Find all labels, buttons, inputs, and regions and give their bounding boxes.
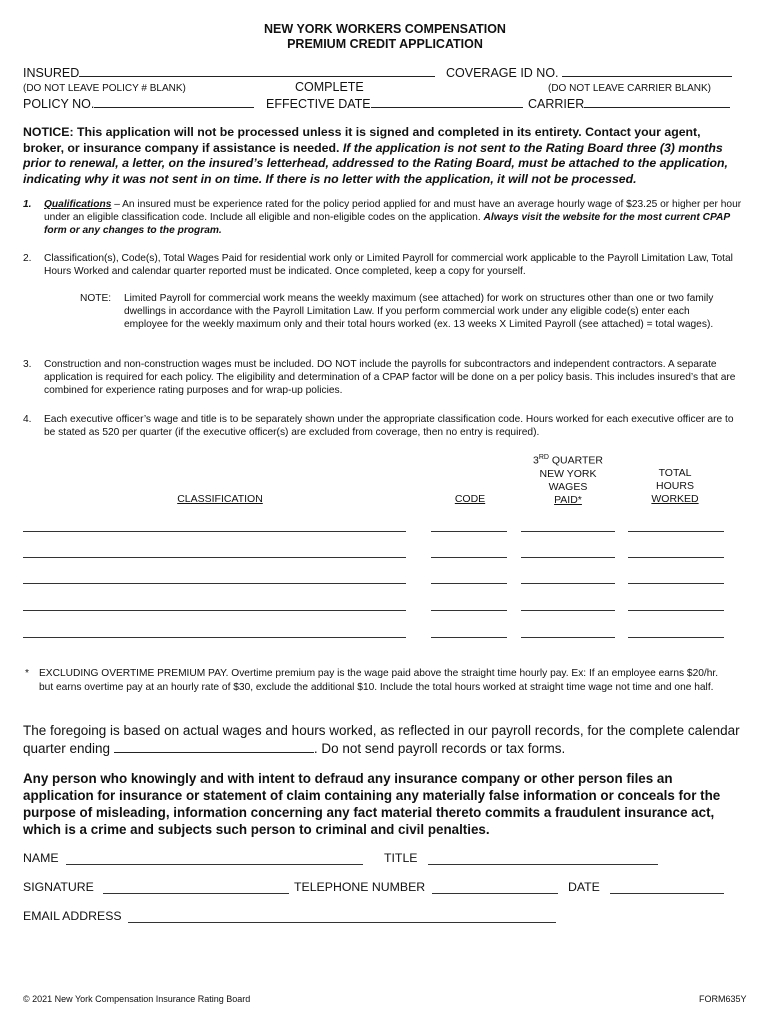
- form-title-line2: PREMIUM CREDIT APPLICATION: [287, 37, 483, 51]
- policy-blank-note: (DO NOT LEAVE POLICY # BLANK): [23, 83, 186, 94]
- date-input-line[interactable]: [610, 893, 724, 894]
- wages-header-num: 3: [532, 454, 539, 467]
- policy-no-label: POLICY NO.: [23, 97, 95, 111]
- item-number: 4.: [23, 414, 32, 425]
- code-input-line[interactable]: [431, 637, 507, 638]
- note-label: NOTE:: [80, 293, 112, 304]
- wages-header-line4: PAID*: [554, 493, 582, 506]
- instruction-item-1: [23, 198, 742, 236]
- policy-no-input-line[interactable]: [94, 96, 254, 108]
- policy-no-field[interactable]: [23, 96, 254, 111]
- item-text: Construction and non-construction wages must be included. DO NOT include the payrolls for subcontractors and independent contractors. A separate application is required for each policy. The eligibility and determination of a CPAP factor will be done on a per policy basis. This includes insured’s that are combined for experience rating purposes and for wrap-up policies.: [44, 359, 736, 396]
- wages-input-line[interactable]: [521, 557, 615, 558]
- instruction-item-2: [23, 252, 735, 282]
- date-label: DATE: [568, 880, 600, 894]
- effective-date-input-line[interactable]: [371, 96, 523, 108]
- footnote-text: EXCLUDING OVERTIME PREMIUM PAY. Overtime premium pay is the wage paid above the straight time hourly pay. Ex: If an employee earns $20/hr. but earns overtime pay at an hourly rate of $30, exclude the additional $10. Include the total hours worked at straight time wage not time and one half.: [39, 668, 719, 693]
- item-number: 1.: [23, 199, 32, 210]
- quarter-ending-input-line[interactable]: [114, 739, 314, 753]
- hours-input-line[interactable]: [628, 610, 724, 611]
- item-number: 3.: [23, 359, 32, 370]
- wages-column-header: [508, 451, 628, 507]
- telephone-input-line[interactable]: [432, 893, 558, 894]
- carrier-field[interactable]: [528, 96, 730, 111]
- item-number: 2.: [23, 253, 32, 264]
- foregoing-text-2: . Do not send payroll records or tax forms.: [313, 741, 566, 756]
- email-label: EMAIL ADDRESS: [23, 909, 122, 923]
- email-input-line[interactable]: [128, 922, 556, 923]
- form-id-footer: FORM635Y: [699, 994, 747, 1004]
- hours-header-line1: TOTAL: [658, 467, 692, 479]
- complete-label: COMPLETE: [295, 80, 364, 94]
- hours-input-line[interactable]: [628, 531, 724, 532]
- qualifications-label: Qualifications: [44, 199, 112, 210]
- effective-date-label: EFFECTIVE DATE: [266, 97, 371, 111]
- hours-column-header: [625, 467, 725, 506]
- instruction-item-3: [23, 358, 735, 400]
- code-input-line[interactable]: [431, 610, 507, 611]
- note-text: Limited Payroll for commercial work means the weekly maximum (see attached) for work on structures other than one or two family dwellings in accordance with the Payroll Limitation Law. If you perform commercial work under any eligible code(s) enter each employee for the weekly maximum only and their total hours worked (ex. 13 weeks X Limited Payroll (see attached) = total wages).: [124, 293, 714, 330]
- wages-input-line[interactable]: [521, 531, 615, 532]
- classification-input-line[interactable]: [23, 610, 406, 611]
- wages-header-line3: WAGES: [548, 480, 588, 493]
- foregoing-text-1: The foregoing is based on actual wages and hours worked, as reflected in our payroll records, for the complete calendar quarter ending: [23, 723, 740, 756]
- item-text: [44, 198, 744, 237]
- name-label: NAME: [23, 851, 59, 865]
- title-label: TITLE: [384, 851, 418, 865]
- code-input-line[interactable]: [431, 583, 507, 584]
- form-title-line1: NEW YORK WORKERS COMPENSATION: [264, 22, 506, 36]
- title-input-line[interactable]: [428, 864, 658, 865]
- hours-header-line2: HOURS: [656, 480, 694, 492]
- footnote-star: *: [25, 668, 29, 679]
- insured-input-line[interactable]: [79, 65, 435, 77]
- classification-input-line[interactable]: [23, 583, 406, 584]
- signature-label: SIGNATURE: [23, 880, 94, 894]
- code-input-line[interactable]: [431, 531, 507, 532]
- telephone-label: TELEPHONE NUMBER: [294, 880, 426, 894]
- notice-text: NOTICE: This application will not be processed unless it is signed and completed in its entirety. Contact your agent, broker, or insurance company if assistance is needed.: [23, 125, 701, 155]
- classification-input-line[interactable]: [23, 557, 406, 558]
- qualifications-text: – An insured must be experience rated for the policy period applied for and must have an average hourly wage of $23.25 or higher per hour under an eligible classification code. Include all eligible and non-eligible codes on the application.: [44, 199, 742, 223]
- classification-input-line[interactable]: [23, 531, 406, 532]
- copyright-footer: © 2021 New York Compensation Insurance Rating Board: [23, 994, 251, 1004]
- wages-input-line[interactable]: [521, 583, 615, 584]
- instruction-item-4: [23, 413, 735, 443]
- carrier-input-line[interactable]: [584, 96, 730, 108]
- wages-header-sup: RD: [538, 454, 549, 461]
- hours-input-line[interactable]: [628, 557, 724, 558]
- item-text: Classification(s), Code(s), Total Wages Paid for residential work only or Limited Payroll for commercial work applicable to the Payroll Limitation Law, Total Hours Worked and calendar quarter reported must be indicated. Once completed, keep a copy for yourself.: [44, 253, 733, 277]
- insured-label: INSURED: [23, 66, 80, 80]
- carrier-blank-note: (DO NOT LEAVE CARRIER BLANK): [548, 83, 711, 94]
- code-column-header: CODE: [454, 493, 486, 505]
- hours-header-line3: WORKED: [651, 493, 699, 505]
- carrier-label: CARRIER: [528, 97, 585, 111]
- classification-input-line[interactable]: [23, 637, 406, 638]
- hours-input-line[interactable]: [628, 583, 724, 584]
- item-text: Each executive officer’s wage and title is to be separately shown under the appropriate classification code. Hours worked for each executive officer are to be stated as 520 per quarter (if the executive officer(s) are excluded from coverage, then no entry is required).: [44, 414, 734, 438]
- classification-column-header: CLASSIFICATION: [177, 493, 263, 505]
- name-input-line[interactable]: [66, 864, 363, 865]
- coverage-id-label: COVERAGE ID NO.: [446, 66, 559, 80]
- wages-header-line1: QUARTER: [548, 454, 604, 467]
- wages-input-line[interactable]: [521, 610, 615, 611]
- hours-input-line[interactable]: [628, 637, 724, 638]
- notice-italic-text: If the application is not sent to the Rating Board three (3) months prior to renewal, a letter, on the insured’s letterhead, addressed to the Rating Board, must be attached to the application, indicating why it was not sent in on time. If there is no letter with the application, it will not be processed.: [23, 140, 728, 186]
- effective-date-field[interactable]: [266, 96, 523, 111]
- foregoing-statement: [23, 722, 743, 757]
- fraud-warning: Any person who knowingly and with intent to defraud any insurance company or other person files an application for insurance or statement of claim containing any materially false information or conceals for the purpose of misleading, information concerning any fact material thereto commits a fraudulent insurance act, which is a crime and subjects such person to criminal and civil penalties.: [23, 771, 721, 837]
- notice-paragraph: [23, 125, 735, 187]
- insured-field[interactable]: [23, 65, 435, 80]
- signature-input-line[interactable]: [103, 893, 289, 894]
- coverage-id-field[interactable]: [446, 65, 732, 80]
- coverage-id-input-line[interactable]: [562, 65, 732, 77]
- wages-header-line2: NEW YORK: [539, 467, 597, 480]
- limited-payroll-note: [80, 292, 720, 348]
- code-input-line[interactable]: [431, 557, 507, 558]
- wages-input-line[interactable]: [521, 637, 615, 638]
- qualifications-emphasis: Always visit the website for the most current CPAP form or any changes to the program.: [44, 212, 730, 236]
